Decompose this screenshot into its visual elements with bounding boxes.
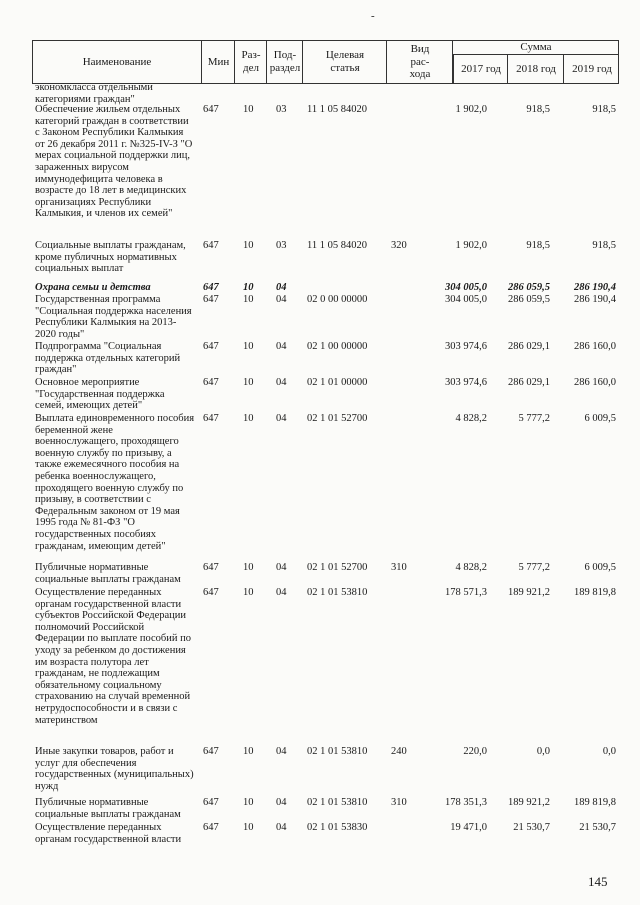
row-2018: 286 059,5 bbox=[508, 282, 550, 293]
row-2017: 19 471,0 bbox=[450, 822, 487, 833]
row-razdel: 10 bbox=[243, 294, 254, 305]
row-2017: 4 828,2 bbox=[455, 562, 487, 573]
row-min: 647 bbox=[203, 587, 219, 598]
row-podrazdel: 03 bbox=[276, 104, 287, 115]
row-min: 647 bbox=[203, 822, 219, 833]
row-name: Охрана семьи и детства bbox=[35, 282, 151, 293]
row-name: Основное мероприятие "Государственная поддержка семей, имеющих детей" bbox=[35, 377, 165, 412]
row-min: 647 bbox=[203, 413, 219, 424]
row-2017: 220,0 bbox=[463, 746, 487, 757]
row-expense-type: 240 bbox=[391, 746, 407, 757]
header-razdel: Раз- дел bbox=[234, 41, 267, 83]
row-2017: 178 571,3 bbox=[445, 587, 487, 598]
row-2018: 189 921,2 bbox=[508, 587, 550, 598]
row-min: 647 bbox=[203, 240, 219, 251]
row-2019: 918,5 bbox=[592, 104, 616, 115]
row-expense-type: 320 bbox=[391, 240, 407, 251]
row-expense-type: 310 bbox=[391, 562, 407, 573]
row-name: Публичные нормативные социальные выплаты гражданам bbox=[35, 797, 181, 820]
row-2018: 918,5 bbox=[526, 240, 550, 251]
row-razdel: 10 bbox=[243, 104, 254, 115]
row-razdel: 10 bbox=[243, 413, 254, 424]
row-target-article: 02 1 01 52700 bbox=[307, 562, 368, 573]
row-podrazdel: 04 bbox=[276, 587, 287, 598]
row-2018: 286 029,1 bbox=[508, 377, 550, 388]
row-podrazdel: 03 bbox=[276, 240, 287, 251]
row-target-article: 02 1 01 53810 bbox=[307, 746, 368, 757]
row-razdel: 10 bbox=[243, 746, 254, 757]
row-podrazdel: 04 bbox=[276, 341, 287, 352]
row-min: 647 bbox=[203, 562, 219, 573]
header-target-article: Целевая статья bbox=[302, 41, 387, 83]
row-razdel: 10 bbox=[243, 282, 254, 293]
header-sum-group bbox=[452, 41, 619, 83]
row-2019: 286 160,0 bbox=[574, 377, 616, 388]
row-min: 647 bbox=[203, 341, 219, 352]
row-target-article: 02 1 01 53810 bbox=[307, 797, 368, 808]
row-2018: 286 059,5 bbox=[508, 294, 550, 305]
page-number: 145 bbox=[588, 874, 608, 889]
row-2018: 189 921,2 bbox=[508, 797, 550, 808]
row-podrazdel: 04 bbox=[276, 797, 287, 808]
row-2019: 6 009,5 bbox=[584, 562, 616, 573]
row-podrazdel: 04 bbox=[276, 413, 287, 424]
row-target-article: 02 1 01 53830 bbox=[307, 822, 368, 833]
row-2018: 286 029,1 bbox=[508, 341, 550, 352]
row-target-article: 02 1 01 52700 bbox=[307, 413, 368, 424]
row-expense-type: 310 bbox=[391, 797, 407, 808]
row-name: Публичные нормативные социальные выплаты гражданам bbox=[35, 562, 181, 585]
row-2018: 5 777,2 bbox=[518, 562, 550, 573]
row-2017: 303 974,6 bbox=[445, 377, 487, 388]
row-razdel: 10 bbox=[243, 341, 254, 352]
row-min: 647 bbox=[203, 746, 219, 757]
row-2019: 189 819,8 bbox=[574, 587, 616, 598]
row-2017: 4 828,2 bbox=[455, 413, 487, 424]
header-2017: 2017 год bbox=[453, 55, 508, 83]
row-2018: 0,0 bbox=[536, 746, 550, 757]
row-razdel: 10 bbox=[243, 240, 254, 251]
row-2019: 0,0 bbox=[602, 746, 616, 757]
row-min: 647 bbox=[203, 377, 219, 388]
header-name: Наименование bbox=[82, 55, 152, 68]
header-sum: Сумма bbox=[453, 41, 619, 55]
row-razdel: 10 bbox=[243, 587, 254, 598]
row-2019: 286 190,4 bbox=[574, 294, 616, 305]
row-2018: 5 777,2 bbox=[518, 413, 550, 424]
header-min: Мин bbox=[201, 41, 235, 83]
row-2019: 189 819,8 bbox=[574, 797, 616, 808]
row-podrazdel: 04 bbox=[276, 746, 287, 757]
row-2019: 918,5 bbox=[592, 240, 616, 251]
row-razdel: 10 bbox=[243, 797, 254, 808]
row-min: 647 bbox=[203, 294, 219, 305]
row-target-article: 11 1 05 84020 bbox=[307, 104, 367, 115]
row-razdel: 10 bbox=[243, 377, 254, 388]
row-name: Осуществление переданных органам государственной власти субъектов Российской Федерации полномочий Российской Федерации по выплате пособий по уходу за ребенком до достижения им возраста полутора лет гражданам, не подлежащим обязательному социальному страхованию на случай временной нетрудоспособности и в связи с материнством bbox=[35, 587, 191, 726]
header-2019: 2019 год bbox=[563, 55, 620, 83]
top-mark: - bbox=[371, 10, 375, 22]
row-podrazdel: 04 bbox=[276, 822, 287, 833]
row-name: Государственная программа "Социальная поддержка населения Республики Калмыкия на 2013-2020 годы" bbox=[35, 294, 192, 340]
row-2017: 304 005,0 bbox=[445, 294, 487, 305]
row-target-article: 11 1 05 84020 bbox=[307, 240, 367, 251]
row-2017: 304 005,0 bbox=[445, 282, 487, 293]
table-header bbox=[32, 40, 619, 84]
row-min: 647 bbox=[203, 797, 219, 808]
row-2017: 178 351,3 bbox=[445, 797, 487, 808]
header-podrazdel: Под- раздел bbox=[266, 41, 303, 83]
row-target-article: 02 1 01 53810 bbox=[307, 587, 368, 598]
row-2017: 303 974,6 bbox=[445, 341, 487, 352]
row-2019: 286 160,0 bbox=[574, 341, 616, 352]
row-2018: 21 530,7 bbox=[513, 822, 550, 833]
row-name: Социальные выплаты гражданам, кроме публичных нормативных социальных выплат bbox=[35, 240, 186, 275]
row-razdel: 10 bbox=[243, 822, 254, 833]
row-2019: 21 530,7 bbox=[579, 822, 616, 833]
row-2018: 918,5 bbox=[526, 104, 550, 115]
header-2018: 2018 год bbox=[507, 55, 564, 83]
row-target-article: 02 0 00 00000 bbox=[307, 294, 368, 305]
row-name: Обеспечение жильем отдельных категорий граждан в соответствии с Законом Республики Калмыкия от 26 декабря 2011 г. №325-IV-З "О мерах социальной поддержки лиц, зараженных вирусом иммунодефицита человека в возрасте до 18 лет в медицинских организациях Республики Калмыкия, и членов их семей" bbox=[35, 104, 193, 220]
row-podrazdel: 04 bbox=[276, 377, 287, 388]
row-min: 647 bbox=[203, 104, 219, 115]
row-name: экономкласса отдельными категориями граждан" bbox=[35, 82, 153, 105]
row-2019: 6 009,5 bbox=[584, 413, 616, 424]
row-2017: 1 902,0 bbox=[455, 240, 487, 251]
row-podrazdel: 04 bbox=[276, 282, 287, 293]
row-2019: 286 190,4 bbox=[574, 282, 616, 293]
header-expense-type: Вид рас- хода bbox=[386, 41, 453, 83]
row-podrazdel: 04 bbox=[276, 294, 287, 305]
row-name: Осуществление переданных органам государственной власти bbox=[35, 822, 182, 845]
row-razdel: 10 bbox=[243, 562, 254, 573]
row-2017: 1 902,0 bbox=[455, 104, 487, 115]
row-name: Выплата единовременного пособия беременной жене военнослужащего, проходящего военную службу по призыву, а также ежемесячного пособия на ребенка военнослужащего, проходящего военную службу по призыву, в соответствии с Федеральным законом от 19 мая 1995 года № 81-ФЗ "О государственных пособиях гражданам, имеющим детей" bbox=[35, 413, 195, 552]
row-name: Подпрограмма "Социальная поддержка отдельных категорий граждан" bbox=[35, 341, 181, 376]
row-name: Иные закупки товаров, работ и услуг для обеспечения государственных (муниципальных) нужд bbox=[35, 746, 194, 792]
row-target-article: 02 1 01 00000 bbox=[307, 377, 368, 388]
row-target-article: 02 1 00 00000 bbox=[307, 341, 368, 352]
row-podrazdel: 04 bbox=[276, 562, 287, 573]
row-min: 647 bbox=[203, 282, 219, 293]
